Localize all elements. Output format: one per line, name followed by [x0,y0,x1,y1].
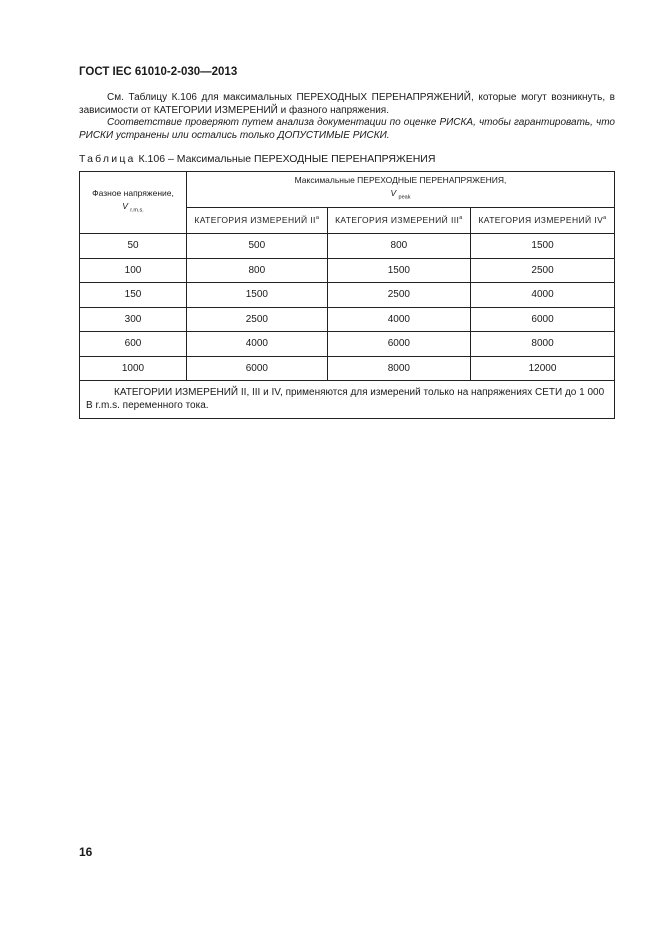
cell-phase-voltage: 50 [80,234,187,259]
cell-cat-ii: 2500 [187,307,328,332]
cell-cat-iii: 6000 [327,332,470,357]
category-iii-label: КАТЕГОРИЯ ИЗМЕРЕНИЙ III [335,215,460,226]
category-ii-label: КАТЕГОРИЯ ИЗМЕРЕНИЙ II [194,215,316,226]
cell-cat-iii: 2500 [327,283,470,308]
header-max-overvoltage [187,172,615,208]
overvoltage-table [79,171,615,419]
cell-cat-iv: 1500 [471,234,615,259]
cell-cat-iv: 12000 [471,356,615,381]
cell-cat-iii: 4000 [327,307,470,332]
document-header: ГОСТ IEC 61010-2-030—2013 [79,66,238,78]
category-iv-label: КАТЕГОРИЯ ИЗМЕРЕНИЙ IV [478,215,604,226]
cell-phase-voltage: 1000 [80,356,187,381]
cell-cat-ii: 4000 [187,332,328,357]
header-max-overvoltage-label: Максимальные ПЕРЕХОДНЫЕ ПЕРЕНАПРЯЖЕНИЯ, [294,174,507,185]
category-iv-mark: a [603,215,607,222]
header-category-iii [327,207,470,233]
table-row [80,234,615,259]
caption-prefix: Таблица [79,153,136,165]
table-footnote-row [80,381,615,419]
table-footnote: КАТЕГОРИИ ИЗМЕРЕНИЙ II, III и IV, применяются для измерений только на напряжениях СЕТИ до 1 000 В r.m.s. переменного тока. [80,381,615,419]
header-phase-voltage-symbol [122,201,144,214]
page-number: 16 [79,845,93,859]
cell-cat-iii: 1500 [327,258,470,283]
table-row [80,258,615,283]
header-category-iv [471,207,615,233]
cell-cat-ii: 1500 [187,283,328,308]
table-row [80,332,615,357]
table-caption [79,153,435,165]
cell-phase-voltage: 100 [80,258,187,283]
caption-number: К.106 [138,153,166,165]
cell-cat-iii: 8000 [327,356,470,381]
cell-cat-ii: 500 [187,234,328,259]
table-row [80,283,615,308]
paragraph-reference: См. Таблицу К.106 для максимальных ПЕРЕХОДНЫХ ПЕРЕНАПРЯЖЕНИЙ, которые могут возникнуть, в зависимости от КАТЕГОРИИ ИЗМЕРЕНИЙ и фазного напряжения. [79,92,615,116]
cell-cat-iv: 4000 [471,283,615,308]
cell-cat-ii: 6000 [187,356,328,381]
symbol-sub-peak: peak [398,194,411,201]
header-max-overvoltage-symbol [390,187,411,201]
cell-phase-voltage: 150 [80,283,187,308]
header-phase-voltage-label: Фазное напряжение, [92,188,174,199]
table-row [80,307,615,332]
category-iii-mark: a [459,215,463,222]
header-category-ii [187,207,328,233]
paragraph-compliance: Соответствие проверяют путем анализа документации по оценке РИСКА, чтобы гарантировать, что РИСКИ устранены или остались только ДОПУСТИМЫЕ РИСКИ. [79,117,615,141]
cell-cat-iv: 2500 [471,258,615,283]
symbol-sub-rms: r.m.s. [130,207,144,214]
cell-phase-voltage: 300 [80,307,187,332]
symbol-v: V [122,201,128,212]
cell-cat-ii: 800 [187,258,328,283]
cell-cat-iv: 6000 [471,307,615,332]
caption-text: – Максимальные ПЕРЕХОДНЫЕ ПЕРЕНАПРЯЖЕНИЯ [167,153,436,165]
cell-cat-iii: 800 [327,234,470,259]
cell-phase-voltage: 600 [80,332,187,357]
symbol-v-peak: V [390,187,397,198]
category-ii-mark: a [315,215,320,222]
header-phase-voltage [80,172,187,234]
table-row [80,356,615,381]
cell-cat-iv: 8000 [471,332,615,357]
